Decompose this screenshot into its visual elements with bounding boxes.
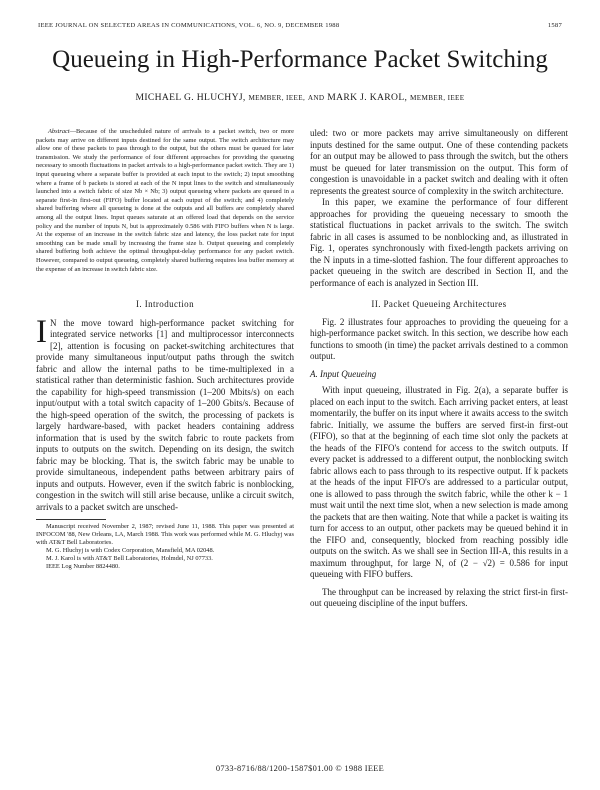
footnote-hluchyj: M. G. Hluchyj is with Codex Corporation, Mansfield, MA 02048. [46,547,215,555]
footnotes [36,523,294,571]
right-paragraph-2: In this paper, we examine the performance of four different approaches for providing the queueing necessary to smooth the statistical fluctuations in packet arrivals to the switch. The switch fabric in all cases is assumed to be nonblocking and, as illustrated in Fig. 1, operates synchronously with fixed-length packets arriving on the N inputs in a time-slotted fashion. The four different approaches to packet queueing in the switch are described in Section II, and the performance of each is analyzed in Section III. [310,197,568,288]
page-number: 1587 [547,22,562,29]
subsection-heading-input-queueing: A. Input Queueing [310,368,377,379]
abstract-text: —Because of the unscheduled nature of arrivals to a packet switch, two or more packets may arrive on different inputs destined for the same output. The switch architecture may allow one of these packets to pass through to the output, but the others must be queued for later transmission. We study the performance of four different approaches for providing the queueing necessary to smooth fluctuations in packet arrivals to a high-performance packet switch. They are 1) input queueing where a separate buffer is provided at each input to the switch; 2) input smoothing where a frame of b packets is stored at each of the N input lines to the switch and simultaneously launched into a switch fabric of size Nb × Nb; 3) output queueing where packets are queued in a separate first-in first-out (FIFO) buffer located at each output of the switch; and 4) completely shared buffering where all queueing is done at the outputs and all buffers are completely shared among all the output lines. Input queues saturate at an offered load that depends on the service policy and the number of inputs N, but is approximately 0.586 with FIFO buffers when N is large. At the expense of an increase in the switch fabric size and latency, the loss packet rate for input smoothing can be made small by increasing the frame size b. Output queueing and completely shared buffering both achieve the optimal throughput-delay performance for any packet switch. However, compared to output queueing, completely shared buffering requires less buffer memory at the expense of an increase in switch fabric size. [36,128,294,273]
author-1-membership: MEMBER, IEEE, [248,94,306,102]
introduction-text: N the move toward high-performance packet switching for integrated service networks [1] and multiprocessor interconnects [2], attention is focusing on packet-switching architectures that provide many simultaneous input/output paths through the switch fabric and allow the internal paths to be time-multiplexed in a statistical rather than deterministic fashion. Such architectures provide the capability for high-speed transmission (1–200 Mbits/s) on each input/output with a total switch capacity of 1–200 Gbits/s. Because of the high-speed operation of the switch, the processing of packets is largely hardware-based, with packet headers containing address information that is used by the switch fabric to route packets from inputs to outputs on the switch. Depending on its design, the switch fabric may be blocking. That is, the switch fabric may be unable to provide simultaneous, independent paths between arbitrary pairs of inputs and outputs. However, even if the switch fabric is nonblocking, congestion in the switch will still arise because, unlike a circuit switch, arrivals to a packet switch are unsched- [36,317,294,512]
running-head [38,22,562,29]
footnote-karol: M. J. Karol is with AT&T Bell Laboratories, Holmdel, NJ 07733. [46,555,213,563]
right-column [310,128,568,610]
right-paragraph-1: uled: two or more packets may arrive simultaneously on different inputs destined for the same output. One of these contending packets for an output may be allowed to pass through the switch, but the others must be queued for later transmission on the output. This form of congestion is unavoidable in a packet switch and dealing with it often represents the greatest source of complexity in the switch architecture. [310,128,568,196]
author-line [0,92,600,103]
paper-title: Queueing in High-Performance Packet Switching [52,46,548,73]
drop-cap: I [36,313,47,350]
author-conjunction: AND [307,94,325,102]
footnote-manuscript: Manuscript received November 2, 1987; revised June 11, 1988. This paper was presented at INFOCOM '88, New Orleans, LA, March 1988. This work was performed while M. G. Hluchyj was with AT&T Bell Laboratories. [36,523,294,547]
section-heading-introduction: I. Introduction [136,299,194,310]
left-column [36,128,294,571]
author-2: MARK J. KAROL, [327,92,408,103]
journal-citation: IEEE JOURNAL ON SELECTED AREAS IN COMMUNICATIONS, VOL. 6, NO. 9, DECEMBER 1988 [38,22,340,29]
introduction-paragraph [36,313,294,514]
abstract [36,128,294,274]
right-paragraph-5: The throughput can be increased by relaxing the strict first-in first-out queueing discipline of the input buffers. [310,586,568,608]
copyright-code: 0733-8716/88/1200-1587$01.00 © 1988 IEEE [215,764,385,773]
right-paragraph-3: Fig. 2 illustrates four approaches to providing the queueing for a high-performance packet switch. In this section, we describe how each functions to smooth (in time) the packet arrivals destined to a common output. [310,316,568,361]
right-paragraph-4: With input queueing, illustrated in Fig. 2(a), a separate buffer is placed on each input to the switch. Each arriving packet enters, at least momentarily, the buffer on its input where it awaits access to the switch fabric. Initially, we assume the buffers are served first-in first-out (FIFO), so that at the beginning of each time slot only the packets at the heads of the FIFO's contend for access to the switch outputs. If every packet is addressed to a different output, the nonblocking switch fabric allows each to pass through to its respective output. If k packets at the heads of the input FIFO's are addressed to a particular output, one is allowed to pass through the switch fabric, while the other k − 1 must wait until the next time slot, when a new selection is made among the packets that are then waiting. Note that while a packet is waiting its turn for access to an output, other packets may be queued behind it in the FIFO and, consequently, blocked from reaching possibly idle outputs on the switch. As we shall see in Section III-A, this results in a maximum throughput, for large N, of (2 − √2) = 0.586 for input queueing with FIFO buffers. [310,385,568,579]
author-1: MICHAEL G. HLUCHYJ, [135,92,246,103]
author-2-membership: MEMBER, IEEE [410,94,465,102]
abstract-lead: Abstract [48,128,70,135]
footnote-rule [36,519,106,520]
footnote-log-number: IEEE Log Number 8824480. [46,563,120,571]
section-heading-architectures: II. Packet Queueing Architectures [371,299,507,309]
